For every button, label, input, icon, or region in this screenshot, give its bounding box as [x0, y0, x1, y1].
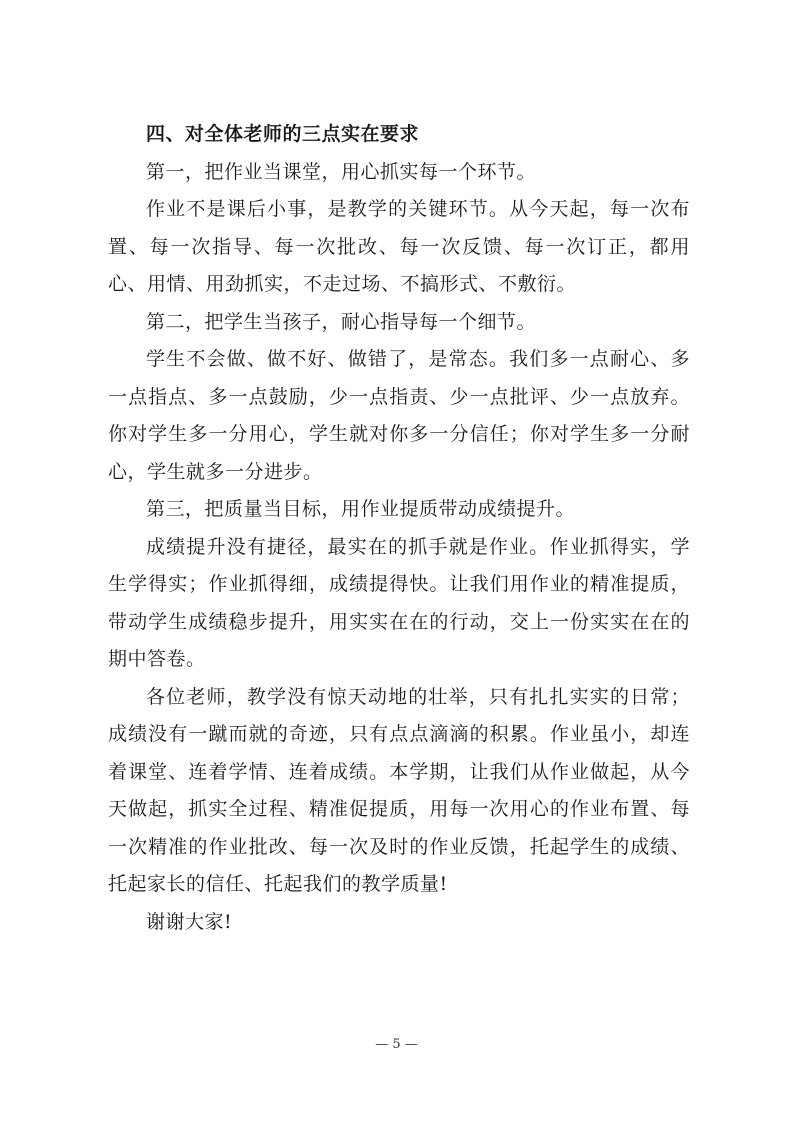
paragraph-point-three-body: 成绩提升没有捷径，最实在的抓手就是作业。作业抓得实，学生学得实；作业抓得细，成绩提得快。让我们用作业的精准提质，带动学生成绩稳步提升，用实实在在的行动，交上一份实实在在的期中答卷。: [108, 535, 690, 670]
paragraph-point-two-body: 学生不会做、做不好、做错了，是常态。我们多一点耐心、多一点指点、多一点鼓励，少一点指责、少一点批评、少一点放弃。你对学生多一分用心，学生就对你多一分信任；你对学生多一分耐心，学生就多一分进步。: [108, 348, 690, 483]
paragraph-point-two-title: 第二，把学生当孩子，耐心指导每一个细节。: [146, 310, 537, 333]
paragraph-thanks: 谢谢大家!: [146, 910, 233, 933]
paragraph-point-three-title: 第三，把质量当目标，用作业提质带动成绩提升。: [146, 498, 576, 520]
document-body: [108, 116, 690, 941]
section-heading: 四、对全体老师的三点实在要求: [146, 123, 420, 145]
paragraph-point-one-title: 第一，把作业当课堂，用心抓实每一个环节。: [146, 160, 537, 183]
page-number: — 5 —: [375, 1037, 418, 1052]
paragraph-closing: 各位老师，教学没有惊天动地的壮举，只有扎扎实实的日常；成绩没有一蹴而就的奇迹，只有点点滴滴的积累。作业虽小，却连着课堂、连着学情、连着成绩。本学期，让我们从作业做起，从今天做起，抓实全过程、精准促提质，用每一次用心的作业布置、每一次精准的作业批改、每一次及时的作业反馈，托起学生的成绩、托起家长的信任、托起我们的教学质量!: [108, 685, 690, 895]
paragraph-point-one-body: 作业不是课后小事，是教学的关键环节。从今天起，每一次布置、每一次指导、每一次批改、每一次反馈、每一次订正，都用心、用情、用劲抓实，不走过场、不搞形式、不敷衍。: [108, 198, 690, 295]
